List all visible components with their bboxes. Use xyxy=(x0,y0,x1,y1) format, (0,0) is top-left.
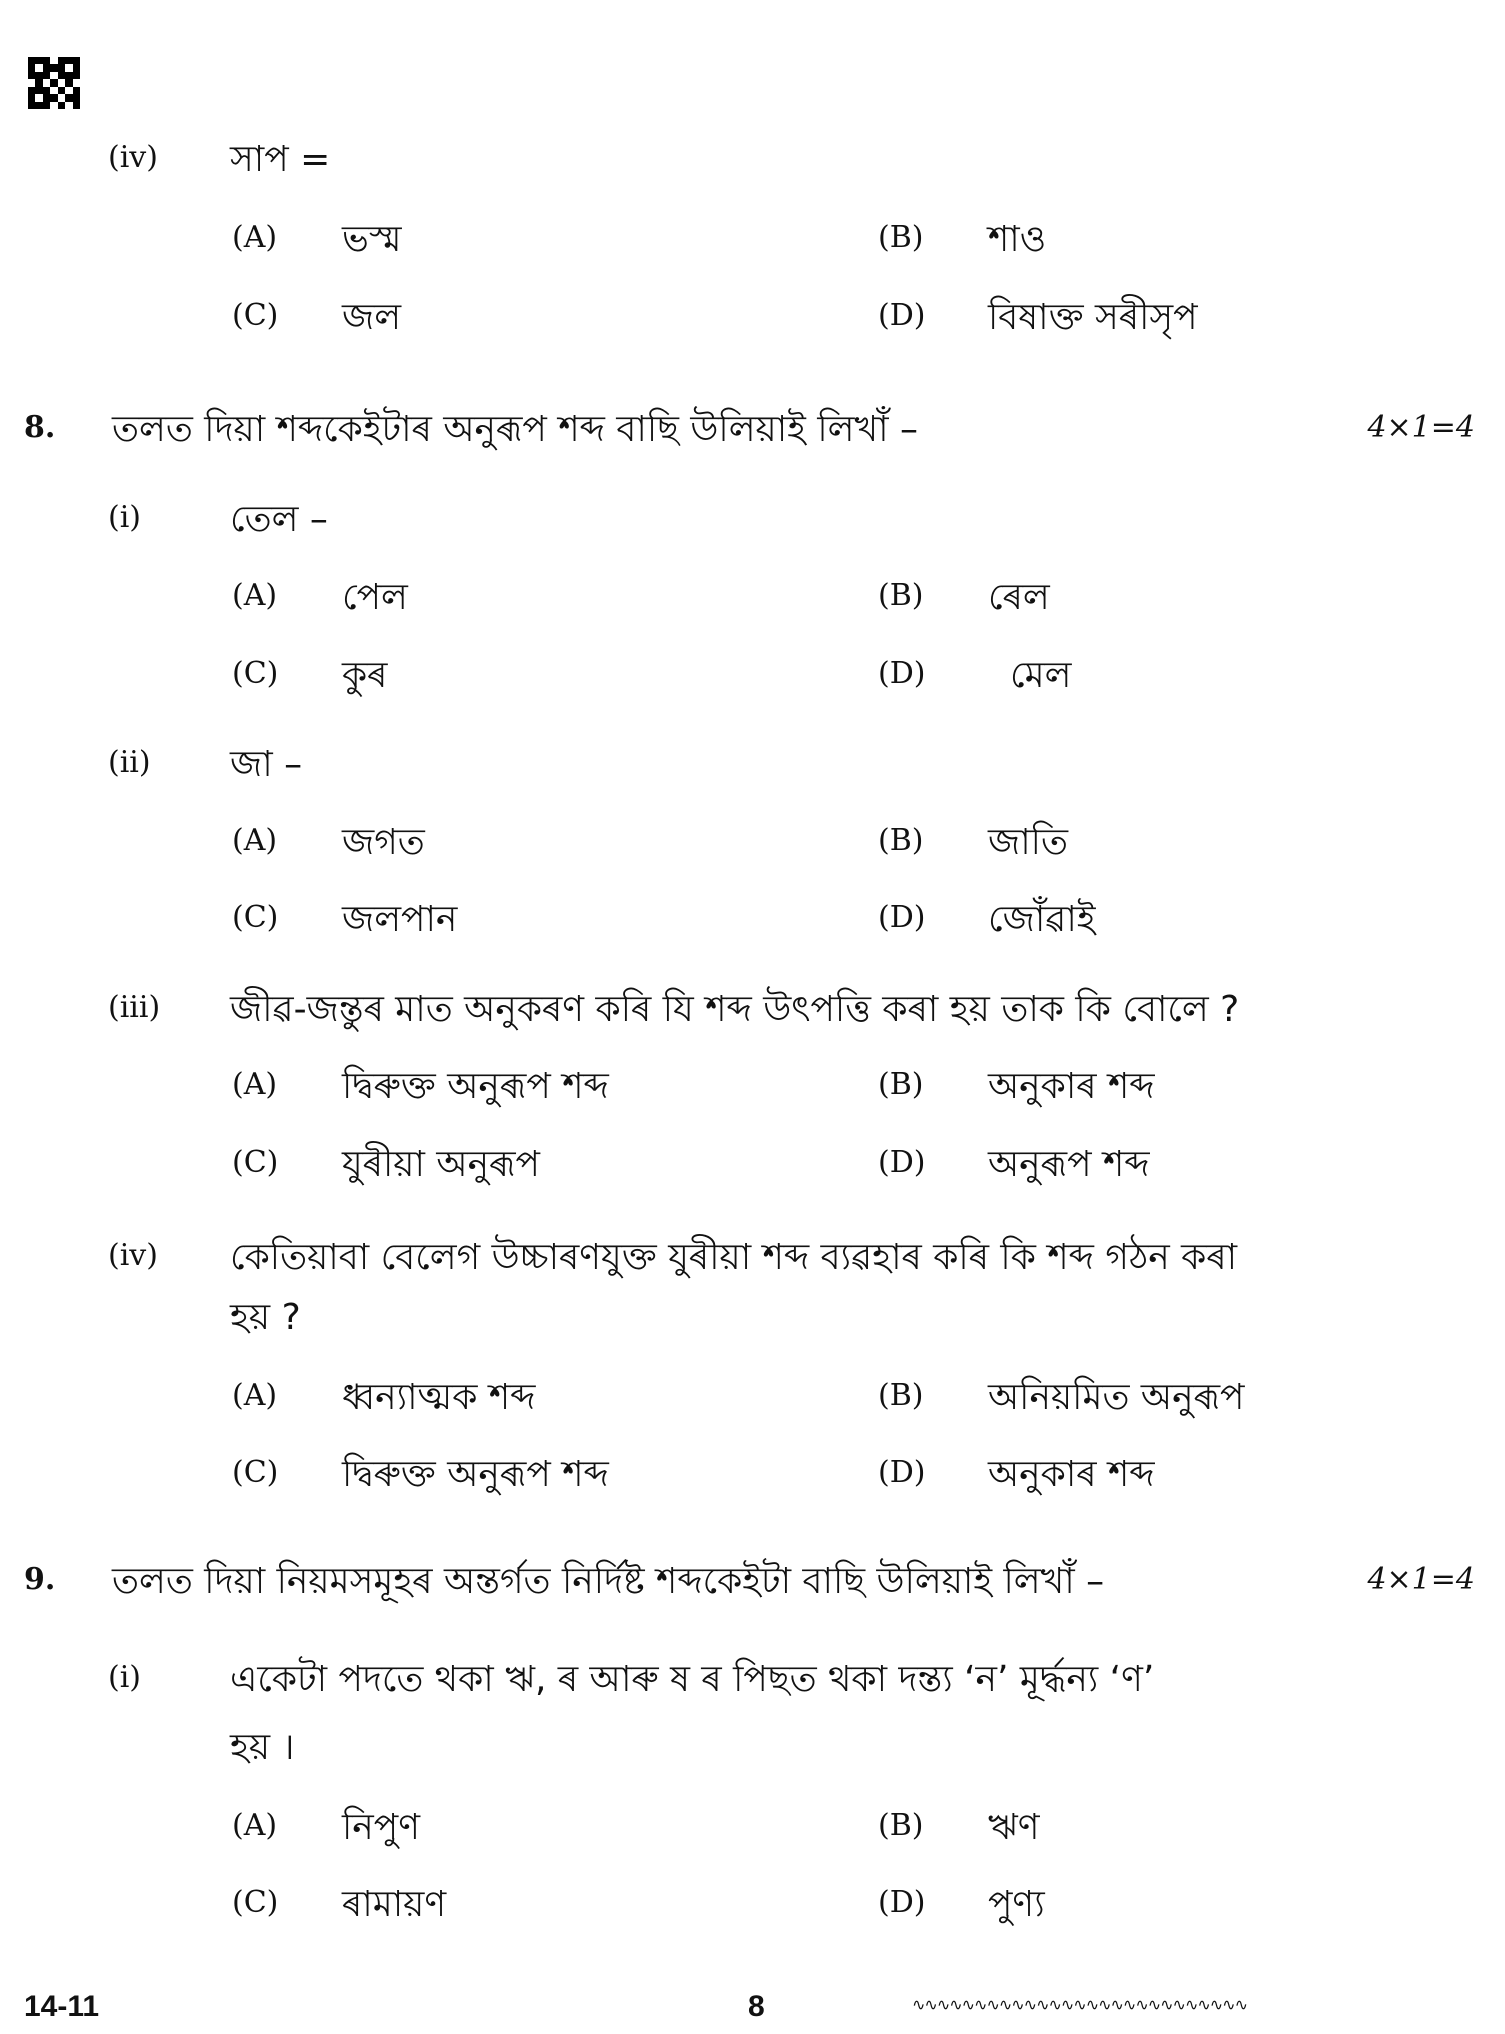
subquestion-stem: জা – xyxy=(230,744,303,785)
option-text: জল xyxy=(342,297,402,338)
option-label: (A) xyxy=(232,1067,278,1102)
option-text: ৰেল xyxy=(988,577,1050,618)
subquestion-label: (iii) xyxy=(108,990,161,1025)
option-label: (D) xyxy=(878,298,926,333)
option-label: (D) xyxy=(878,1145,926,1180)
subquestion-stem: জীৱ-জন্তুৰ মাত অনুকৰণ কৰি যি শব্দ উৎপত্তি কৰা হয় তাক কি বোলে ? xyxy=(230,989,1240,1030)
squiggle-decoration: ∿∿∿∿∿∿∿∿∿∿∿∿∿∿∿∿∿∿∿∿∿∿∿∿∿∿∿ xyxy=(912,1995,1247,2014)
option-text: যুৰীয়া অনুৰূপ xyxy=(342,1144,540,1185)
subquestion-stem-line1: কেতিয়াবা বেলেগ উচ্চাৰণযুক্ত যুৰীয়া শব্দ ব্যৱহাৰ কৰি কি শব্দ গঠন কৰা xyxy=(230,1237,1238,1278)
paper-code: 14-11 xyxy=(24,1990,100,2023)
subquestion-stem-line2: হয় । xyxy=(230,1727,295,1768)
page-number: 8 xyxy=(748,1990,765,2023)
option-label: (B) xyxy=(878,220,924,255)
option-text: দ্বিৰুক্ত অনুৰূপ শব্দ xyxy=(342,1454,609,1495)
option-text: জলপান xyxy=(342,899,458,940)
option-label: (C) xyxy=(232,298,279,333)
option-text: দ্বিৰুক্ত অনুৰূপ শব্দ xyxy=(342,1066,609,1107)
subquestion-label: (iv) xyxy=(108,140,158,175)
option-label: (C) xyxy=(232,656,279,691)
option-text: মেল xyxy=(1010,655,1072,696)
option-text: নিপুণ xyxy=(342,1807,420,1848)
option-label: (C) xyxy=(232,900,279,935)
option-label: (D) xyxy=(878,656,926,691)
subquestion-label: (iv) xyxy=(108,1238,158,1273)
question-marks: 4×1=4 xyxy=(1367,1562,1475,1597)
option-label: (B) xyxy=(878,578,924,613)
option-label: (B) xyxy=(878,823,924,858)
option-text: পুণ্য xyxy=(988,1884,1045,1925)
option-label: (B) xyxy=(878,1067,924,1102)
question-number: 9. xyxy=(24,1562,56,1597)
option-label: (A) xyxy=(232,578,278,613)
option-label: (A) xyxy=(232,823,278,858)
option-label: (B) xyxy=(878,1378,924,1413)
option-text: ৰামায়ণ xyxy=(342,1884,447,1925)
option-text: ভস্ম xyxy=(342,219,402,260)
option-text: অনিয়মিত অনুৰূপ xyxy=(988,1377,1245,1418)
question-title: তলত দিয়া শব্দকেইটাৰ অনুৰূপ শব্দ বাছি উলিয়াই লিখাঁ – xyxy=(112,409,918,450)
subquestion-stem: সাপ = xyxy=(230,139,331,180)
qr-code-icon xyxy=(28,57,80,109)
option-text: শাও xyxy=(988,219,1047,260)
option-label: (A) xyxy=(232,1378,278,1413)
option-text: ধ্বন্যাত্মক শব্দ xyxy=(342,1377,536,1418)
option-label: (D) xyxy=(878,1885,926,1920)
option-text: বিষাক্ত সৰীসৃপ xyxy=(988,297,1198,338)
subquestion-stem: তেল – xyxy=(230,499,328,540)
option-text: জগত xyxy=(342,822,425,863)
option-label: (C) xyxy=(232,1145,279,1180)
subquestion-label: (ii) xyxy=(108,745,151,780)
option-label: (D) xyxy=(878,900,926,935)
question-title: তলত দিয়া নিয়মসমূহৰ অন্তৰ্গত নিৰ্দিষ্ট শব্দকেইটা বাছি উলিয়াই লিখাঁ – xyxy=(112,1561,1105,1602)
option-label: (A) xyxy=(232,1808,278,1843)
subquestion-stem-line2: হয় ? xyxy=(230,1297,301,1338)
option-label: (C) xyxy=(232,1455,279,1490)
option-label: (C) xyxy=(232,1885,279,1920)
option-text: জাতি xyxy=(988,822,1068,863)
option-text: পেল xyxy=(342,577,408,618)
subquestion-label: (i) xyxy=(108,500,142,535)
option-label: (D) xyxy=(878,1455,926,1490)
subquestion-stem-line1: একেটা পদতে থকা ঋ, ৰ আৰু ষ ৰ পিছত থকা দন্ত্য ‘ন’ মূৰ্দ্ধন্য ‘ণ’ xyxy=(230,1659,1155,1700)
option-text: জোঁৱাই xyxy=(988,899,1096,940)
option-label: (B) xyxy=(878,1808,924,1843)
option-label: (A) xyxy=(232,220,278,255)
question-marks: 4×1=4 xyxy=(1367,410,1475,445)
option-text: অনুৰূপ শব্দ xyxy=(988,1144,1150,1185)
question-number: 8. xyxy=(24,410,56,445)
option-text: অনুকাৰ শব্দ xyxy=(988,1066,1155,1107)
option-text: কুৰ xyxy=(342,655,388,696)
subquestion-label: (i) xyxy=(108,1660,142,1695)
option-text: অনুকাৰ শব্দ xyxy=(988,1454,1155,1495)
option-text: ঋণ xyxy=(988,1807,1040,1848)
